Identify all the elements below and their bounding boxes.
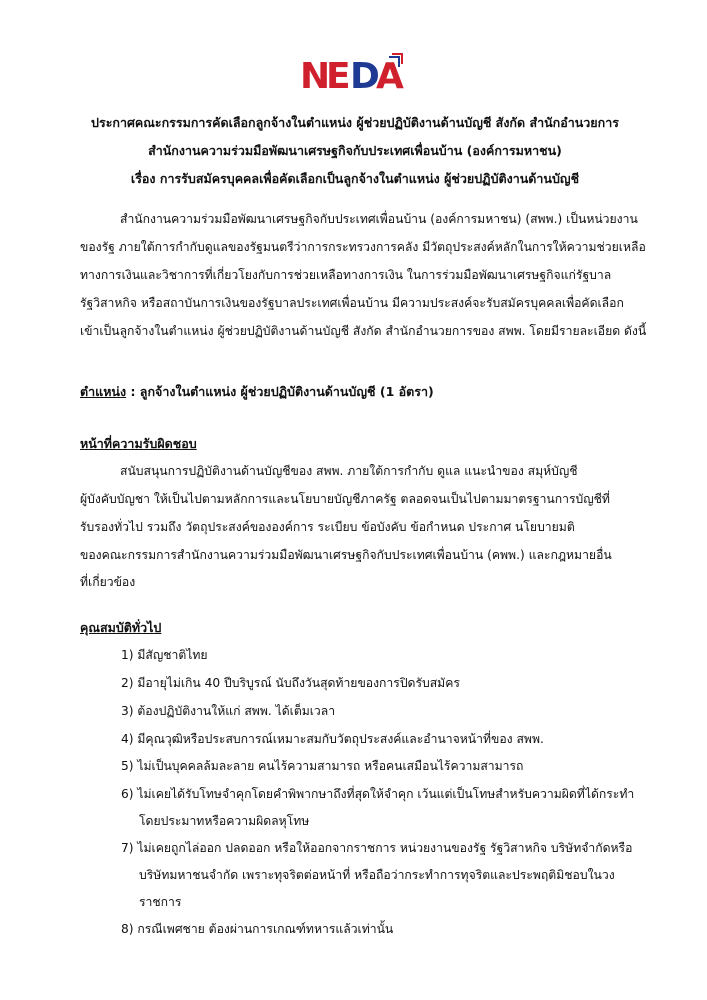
duties-heading-text: หน้าที่ความรับผิดชอบ [80, 436, 197, 451]
qualification-item: 3) ต้องปฏิบัติงานให้แก่ สพพ. ได้เต็มเวลา [121, 704, 336, 718]
svg-text:E: E [326, 56, 349, 92]
duties-heading [80, 434, 197, 454]
header-line-2: สำนักงานความร่วมมือพัฒนาเศรษฐกิจกับประเทศเพื่อนบ้าน (องค์การมหาชน) [148, 143, 562, 158]
qualification-item-continued: ราชการ [139, 895, 182, 909]
intro-line: รัฐวิสาหกิจ หรือสถาบันการเงินของรัฐบาลประเทศเพื่อนบ้าน มีความประสงค์จะรับสมัครบุคคลเพื่อคัดเลือก [80, 296, 624, 310]
neda-logo-image [300, 52, 404, 92]
intro-line: เข้าเป็นลูกจ้างในตำแหน่ง ผู้ช่วยปฏิบัติงานด้านบัญชี สังกัด สำนักอำนวยการของ สพพ. โดยมีรายละเอียด ดังนี้ [80, 324, 647, 338]
position-label: ตำแหน่ง [80, 384, 127, 399]
intro-line: ของรัฐ ภายใต้การกำกับดูแลของรัฐมนตรีว่าการกระทรวงการคลัง มีวัตถุประสงค์หลักในการให้ความช่วยเหลือ [80, 240, 646, 254]
qualification-item-continued: บริษัทมหาชนจำกัด เพราะทุจริตต่อหน้าที่ หรือถือว่ากระทำการทุจริตและประพฤติมิชอบในวง [139, 868, 615, 882]
qualification-item: 1) มีสัญชาติไทย [121, 648, 208, 662]
header-line-1: ประกาศคณะกรรมการคัดเลือกลูกจ้างในตำแหน่ง ผู้ช่วยปฏิบัติงานด้านบัญชี สังกัด สำนักอำนวยการ [91, 115, 619, 130]
position-line [80, 382, 434, 402]
duties-line: รับรองทั่วไป รวมถึง วัตถุประสงค์ขององค์การ ระเบียบ ข้อบังคับ ข้อกำหนด ประกาศ นโยบายมติ [80, 520, 575, 534]
qualification-item: 4) มีคุณวุฒิหรือประสบการณ์เหมาะสมกับวัตถุประสงค์และอำนาจหน้าที่ของ สพพ. [121, 732, 544, 746]
qualification-item: 7) ไม่เคยถูกไล่ออก ปลดออก หรือให้ออกจากราชการ หน่วยงานของรัฐ รัฐวิสาหกิจ บริษัทจำกัดหรือ [121, 841, 633, 855]
intro-line: สำนักงานความร่วมมือพัฒนาเศรษฐกิจกับประเทศเพื่อนบ้าน (องค์การมหาชน) (สพพ.) เป็นหน่วยงาน [120, 212, 638, 226]
qualifications-heading-text: คุณสมบัติทั่วไป [80, 620, 162, 635]
duties-line: สนับสนุนการปฏิบัติงานด้านบัญชีของ สพพ. ภายใต้การกำกับ ดูแล แนะนำของ สมุห์บัญชี [120, 464, 578, 478]
duties-line: ที่เกี่ยวข้อง [80, 575, 136, 589]
svg-text:A: A [376, 56, 402, 92]
qualification-item-continued: โดยประมาทหรือความผิดลหุโทษ [139, 814, 310, 828]
intro-line: ทางการเงินและวิชาการที่เกี่ยวโยงกับการช่วยเหลือทางการเงิน ในการร่วมมือพัฒนาเศรษฐกิจแก่รัฐบาล [80, 268, 612, 282]
duties-line: ของคณะกรรมการสำนักงานความร่วมมือพัฒนาเศรษฐกิจกับประเทศเพื่อนบ้าน (คพพ.) และกฎหมายอื่น [80, 548, 612, 562]
svg-text:D: D [350, 56, 378, 92]
svg-text:N: N [300, 56, 329, 92]
qualification-item: 8) กรณีเพศชาย ต้องผ่านการเกณฑ์ทหารแล้วเท่านั้น [121, 922, 394, 936]
qualification-item: 5) ไม่เป็นบุคคลล้มละลาย คนไร้ความสามารถ หรือคนเสมือนไร้ความสามารถ [121, 759, 524, 773]
header-line-3: เรื่อง การรับสมัครบุคคลเพื่อคัดเลือกเป็นลูกจ้างในตำแหน่ง ผู้ช่วยปฏิบัติงานด้านบัญชี [130, 171, 580, 186]
duties-line: ผู้บังคับบัญชา ให้เป็นไปตามหลักการและนโยบายบัญชีภาครัฐ ตลอดจนเป็นไปตามมาตรฐานการบัญชีที่ [80, 492, 610, 506]
qualification-item: 2) มีอายุไม่เกิน 40 ปีบริบูรณ์ นับถึงวันสุดท้ายของการปิดรับสมัคร [121, 676, 460, 690]
position-value: : ลูกจ้างในตำแหน่ง ผู้ช่วยปฏิบัติงานด้านบัญชี (1 อัตรา) [126, 384, 434, 399]
neda-logo [300, 52, 404, 92]
qualifications-heading [80, 618, 161, 638]
qualification-item: 6) ไม่เคยได้รับโทษจำคุกโดยคำพิพากษาถึงที่สุดให้จำคุก เว้นแต่เป็นโทษสำหรับความผิดที่ได้กระทำ [121, 787, 635, 801]
